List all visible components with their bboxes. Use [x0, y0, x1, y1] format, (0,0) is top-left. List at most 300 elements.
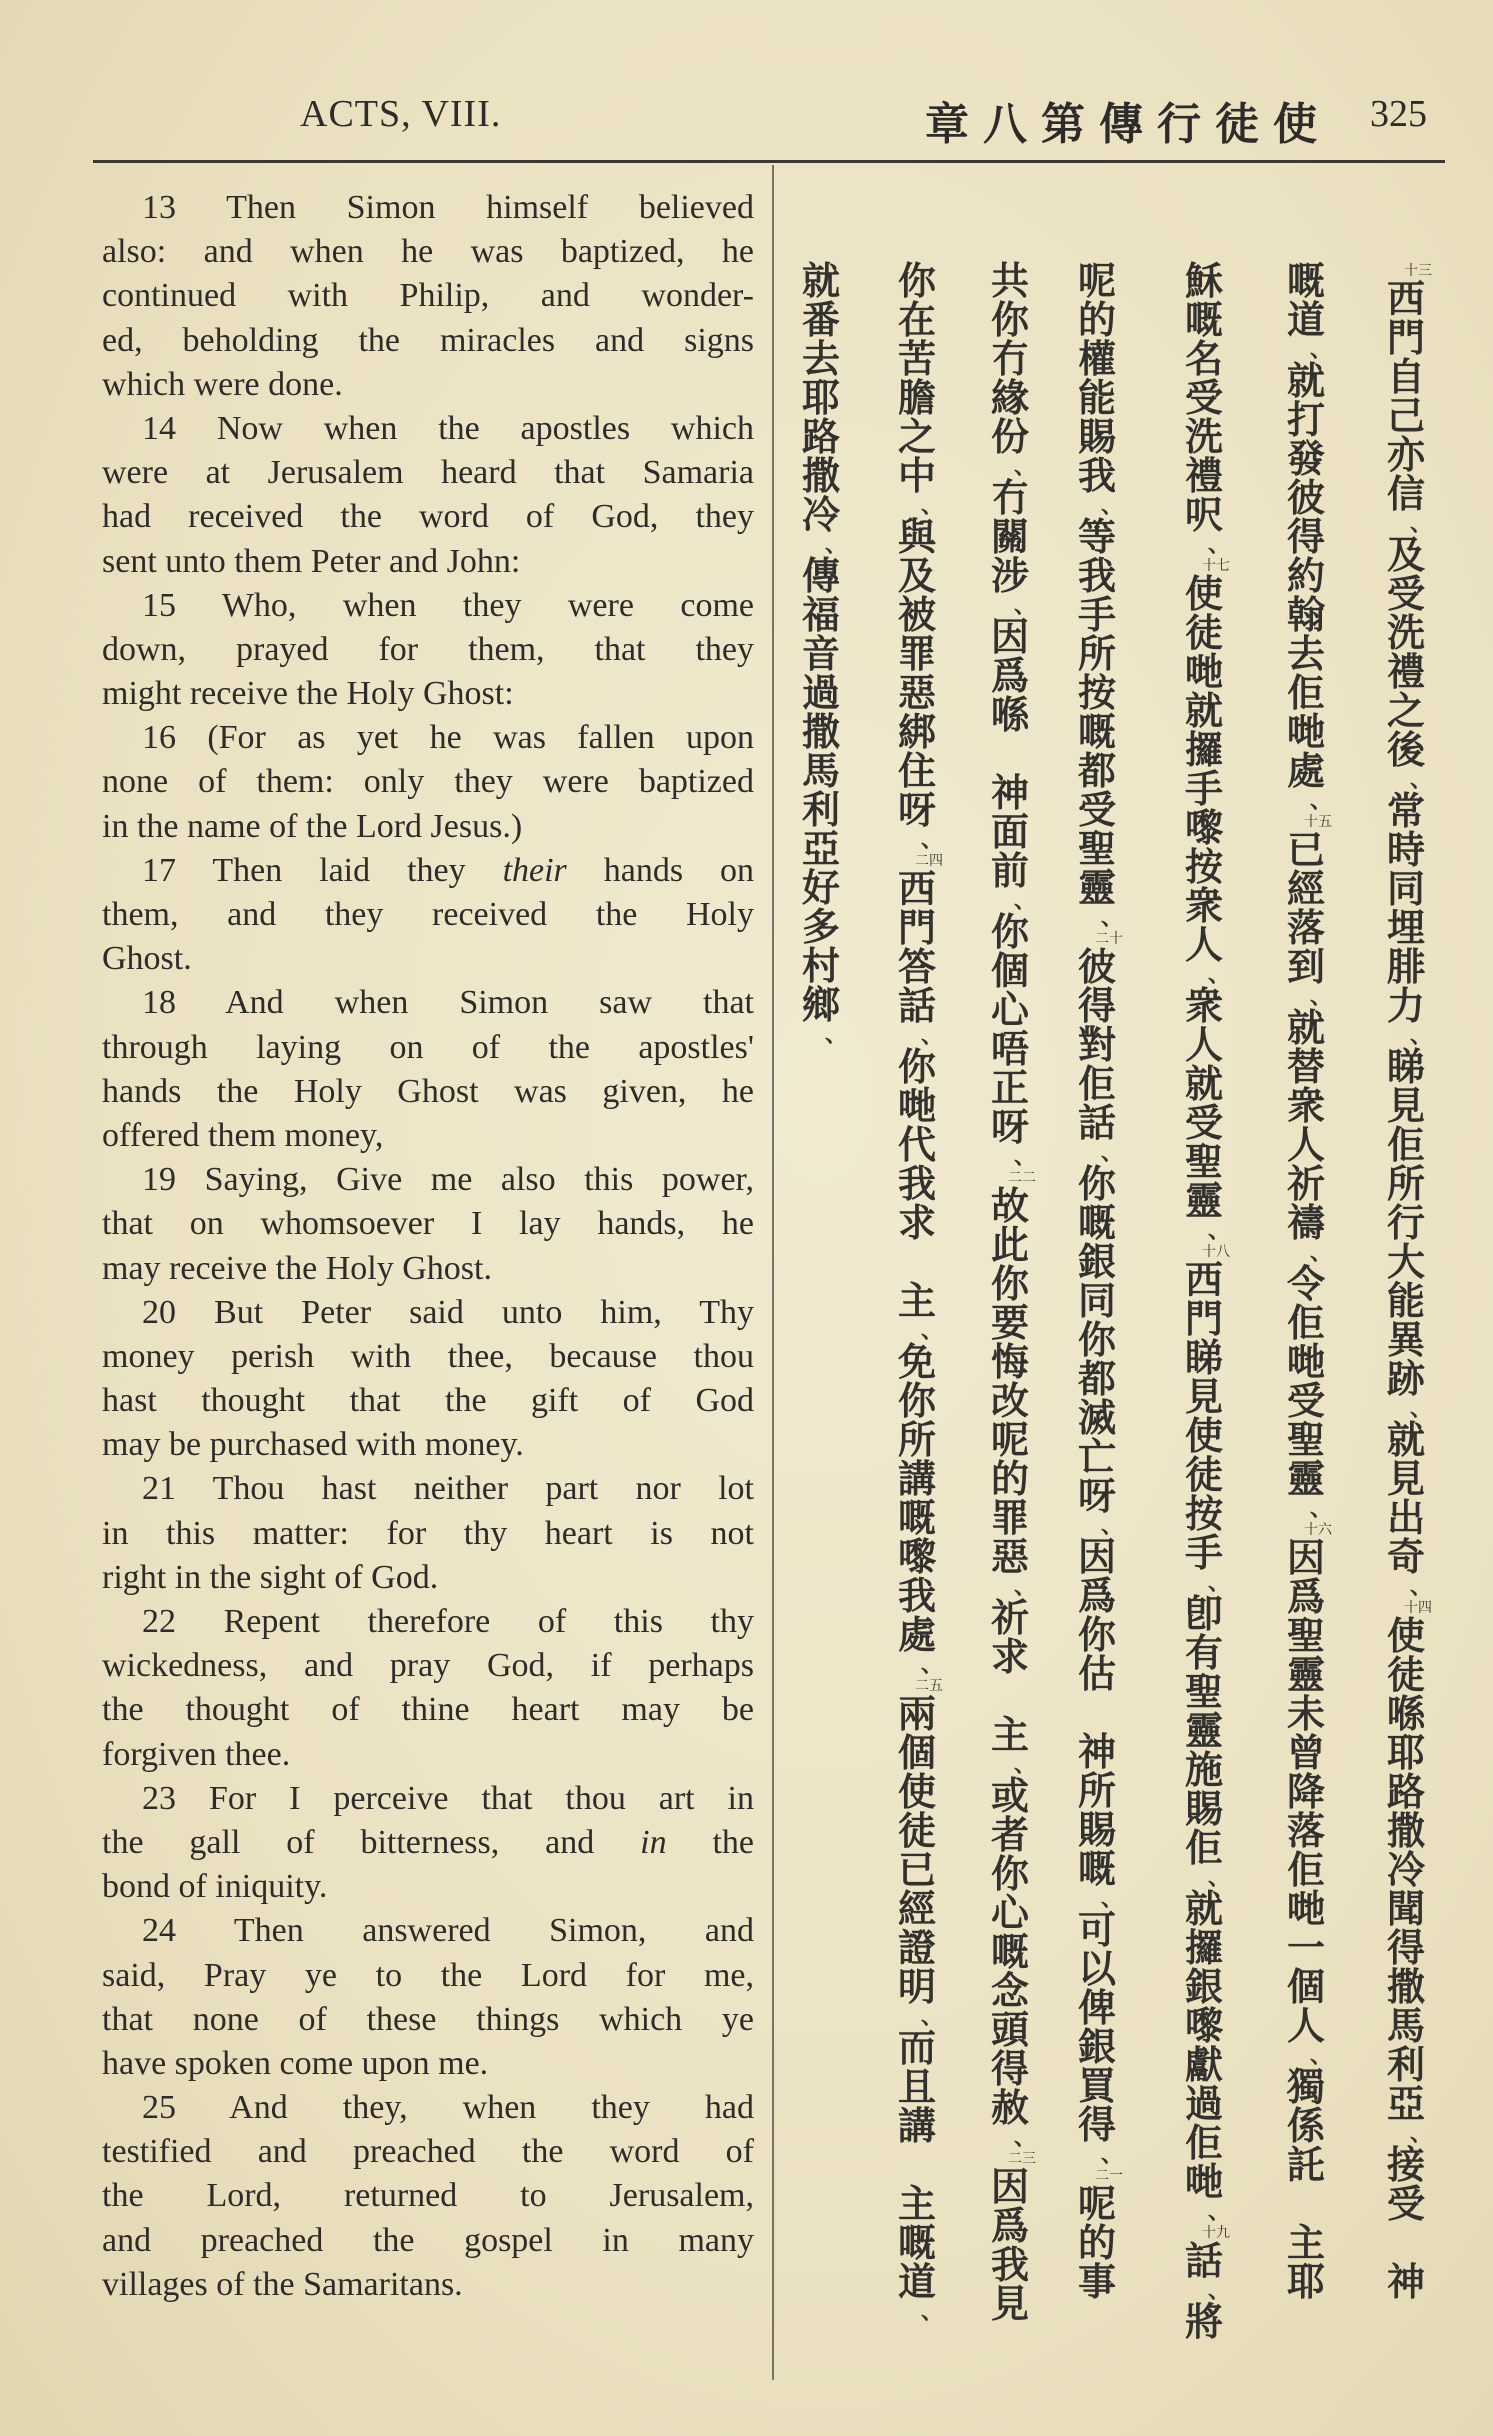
- character: 嚟: [1184, 2004, 1223, 2048]
- character: 腓: [1386, 945, 1425, 989]
- character: 落: [1286, 1809, 1325, 1853]
- character: 打: [1286, 398, 1325, 442]
- character: 主: [897, 2182, 936, 2226]
- verse-line: the gall of bitterness, and in the: [102, 1823, 754, 1861]
- character: 施: [1184, 1748, 1223, 1792]
- character: 緣: [990, 376, 1029, 420]
- character: 卽: [1184, 1592, 1223, 1636]
- character: 能: [1386, 1279, 1425, 1323]
- character: 涉: [990, 554, 1029, 598]
- verse-line: 13 Then Simon himself believed: [142, 189, 754, 226]
- character: 你: [897, 259, 936, 303]
- character: 呢: [1077, 2182, 1116, 2226]
- character: 就: [1184, 1062, 1223, 1106]
- character: 事: [1077, 2260, 1116, 2304]
- character: 個: [897, 1731, 936, 1775]
- verse-line: 14 Now when the apostles which: [142, 409, 754, 447]
- verse-line: them, and they received the Holy: [102, 896, 754, 933]
- character: 所: [1077, 1769, 1116, 1813]
- character: 見: [1184, 1375, 1223, 1419]
- character: 的: [1077, 2221, 1116, 2265]
- character: 所: [1386, 1162, 1425, 1206]
- character: 話: [1077, 1101, 1116, 1145]
- character: 呀: [1077, 1474, 1116, 1518]
- character: 人: [1184, 923, 1223, 967]
- character: 及: [897, 554, 936, 598]
- character: 爲: [1077, 1574, 1116, 1618]
- verse: [102, 716, 754, 849]
- character: 到: [1286, 945, 1325, 989]
- character: 處: [1286, 749, 1325, 793]
- verse-line: hast thought that the gift of God: [102, 1382, 754, 1420]
- verse-line: also: and when he was baptized, he: [102, 233, 754, 271]
- character: 奇: [1386, 1535, 1425, 1579]
- character: 喺: [990, 693, 1029, 737]
- punctuation: 、: [920, 1024, 943, 1049]
- chinese-column: [1178, 259, 1230, 2344]
- chinese-column: [1380, 262, 1432, 2302]
- character: 頭: [990, 2008, 1029, 2052]
- punctuation: 、: [1409, 1024, 1432, 1049]
- character: 惡: [990, 1535, 1029, 1579]
- character: 個: [990, 949, 1029, 993]
- character: 西: [1386, 277, 1425, 321]
- verse-number: 二二: [1008, 1170, 1036, 1186]
- punctuation: 、: [1013, 1145, 1036, 1170]
- character: 嚟: [1184, 806, 1223, 850]
- verse: [102, 981, 754, 1158]
- character: 冷: [801, 493, 840, 537]
- character: 佢: [1386, 1123, 1425, 1167]
- verse-line: were at Jerusalem heard that Samaria: [102, 454, 754, 492]
- punctuation: 、: [1013, 1575, 1036, 1600]
- character: 時: [1386, 828, 1425, 872]
- character: 賜: [1077, 415, 1116, 459]
- character: 銀: [1077, 2025, 1116, 2069]
- character: 主: [1286, 2221, 1325, 2265]
- character: 跡: [1386, 1357, 1425, 1401]
- character: 受: [1077, 788, 1116, 832]
- verse-line: continued with Philip, and wonder-: [102, 277, 754, 315]
- character: 經: [897, 1887, 936, 1931]
- character: 之: [1386, 689, 1425, 733]
- character: 祈: [990, 1596, 1029, 1640]
- character: 亡: [1077, 1435, 1116, 1479]
- character: 嘅: [990, 1930, 1029, 1974]
- character: 神: [990, 771, 1029, 815]
- running-head-english: ACTS, VIII.: [300, 93, 502, 135]
- verse-line: wickedness, and pray God, if perhaps: [102, 1647, 754, 1685]
- character: 唔: [990, 1027, 1029, 1071]
- verse-line: 20 But Peter said unto him, Thy: [142, 1293, 754, 1331]
- punctuation: 、: [1013, 594, 1036, 619]
- english-text-column: [102, 186, 754, 2307]
- verse-line: through laying on of the apostles': [102, 1028, 754, 1066]
- character: 經: [1286, 867, 1325, 911]
- verse-number: 二一: [1095, 2168, 1123, 2184]
- column-divider: [772, 165, 774, 2380]
- punctuation: 、: [920, 2005, 943, 2030]
- verse-line: may receive the Holy Ghost.: [102, 1249, 492, 1287]
- punctuation: 、: [1409, 1397, 1432, 1422]
- header-rule: [93, 160, 1445, 163]
- verse-line: 16 (For as yet he was fallen upon: [142, 719, 754, 757]
- punctuation: 、: [1309, 985, 1332, 1010]
- character: 念: [990, 1969, 1029, 2013]
- character: 能: [1077, 376, 1116, 420]
- character: 同: [1386, 867, 1425, 911]
- character: 發: [1286, 437, 1325, 481]
- character: 就: [801, 259, 840, 303]
- character: 所: [1077, 632, 1116, 676]
- character: 過: [1184, 2082, 1223, 2126]
- punctuation: 、: [1013, 889, 1036, 914]
- character: 住: [897, 749, 936, 793]
- character: 村: [801, 944, 840, 988]
- verse-line: the thought of thine heart may be: [102, 1691, 754, 1729]
- character: 的: [1077, 298, 1116, 342]
- punctuation: 、: [1207, 1571, 1230, 1596]
- character: 約: [1286, 554, 1325, 598]
- character: 靈: [1286, 1653, 1325, 1697]
- punctuation: 、: [824, 1023, 847, 1048]
- verse-number: 十六: [1304, 1522, 1332, 1538]
- punctuation: 、: [920, 1653, 943, 1678]
- verse-line: villages of the Samaritans.: [102, 2265, 463, 2303]
- character: 彼: [1077, 945, 1116, 989]
- character: 呀: [897, 788, 936, 832]
- character: 路: [1386, 1770, 1425, 1814]
- character: 惡: [897, 671, 936, 715]
- character: 禱: [1286, 1201, 1325, 1245]
- character: 力: [1386, 984, 1425, 1028]
- character: 你: [990, 1852, 1029, 1896]
- verse-number: 十四: [1404, 1600, 1432, 1616]
- character: 聖: [1077, 827, 1116, 871]
- character: 就: [1184, 689, 1223, 733]
- character: 我: [897, 1574, 936, 1618]
- character: 你: [897, 1045, 936, 1089]
- character: 聖: [1286, 1614, 1325, 1658]
- verse-line: bond of iniquity.: [102, 1868, 328, 1906]
- character: 哋: [897, 1084, 936, 1128]
- character: 滅: [1077, 1396, 1116, 1440]
- character: 人: [1286, 2004, 1325, 2048]
- character: 等: [1077, 515, 1116, 559]
- character: 估: [1077, 1652, 1116, 1696]
- character: 以: [1077, 1947, 1116, 1991]
- punctuation: 、: [1207, 963, 1230, 988]
- verse-number: 十九: [1202, 2225, 1230, 2241]
- character: 徒: [1386, 1653, 1425, 1697]
- character: 改: [990, 1379, 1029, 1423]
- character: 福: [801, 593, 840, 637]
- character: 代: [897, 1123, 936, 1167]
- verse-line: ed, beholding the miracles and signs: [102, 321, 754, 359]
- character: 主: [990, 1713, 1029, 1757]
- verse: [102, 407, 754, 584]
- verse-line: said, Pray ye to the Lord for me,: [102, 1956, 754, 1994]
- character: 喺: [1386, 1692, 1425, 1736]
- character: 使: [1184, 572, 1223, 616]
- character: 一: [1286, 1926, 1325, 1970]
- punctuation: 、: [920, 828, 943, 853]
- character: 聖: [1286, 1418, 1325, 1462]
- character: 得: [1077, 2103, 1116, 2147]
- character: 被: [897, 593, 936, 637]
- character: [1280, 2185, 1332, 2224]
- character: 因: [990, 615, 1029, 659]
- verse-line: 15 Who, when they were come: [142, 586, 754, 624]
- character: 撒: [1386, 1965, 1425, 2009]
- verse-line: sent unto them Peter and John:: [102, 542, 521, 580]
- character: 佢: [1184, 2121, 1223, 2165]
- character: 買: [1077, 2064, 1116, 2108]
- character: 處: [897, 1613, 936, 1657]
- page-number: 325: [1370, 93, 1427, 135]
- character: 正: [990, 1066, 1029, 1110]
- character: 睇: [1386, 1045, 1425, 1089]
- punctuation: 、: [1100, 1514, 1123, 1539]
- character: 馬: [1386, 2004, 1425, 2048]
- character: 見: [990, 2282, 1029, 2326]
- punctuation: 、: [1309, 338, 1332, 363]
- character: 出: [1386, 1496, 1425, 1540]
- character: 有: [1184, 1631, 1223, 1675]
- punctuation: 、: [920, 1319, 943, 1344]
- character: 替: [1286, 1045, 1325, 1089]
- character: 係: [1286, 2104, 1325, 2148]
- punctuation: 、: [1100, 2143, 1123, 2168]
- character: 耶: [801, 376, 840, 420]
- character: 銀: [1184, 1965, 1223, 2009]
- character: 俾: [1077, 1986, 1116, 2030]
- chinese-column: [1280, 259, 1332, 2304]
- punctuation: 、: [824, 533, 847, 558]
- character: 佢: [1286, 1848, 1325, 1892]
- character: 獨: [1286, 2065, 1325, 2109]
- punctuation: 、: [1100, 1141, 1123, 1166]
- verse-line: 22 Repent therefore of this thy: [142, 1603, 754, 1640]
- character: 鄉: [801, 983, 840, 1027]
- verse-line: that on whomsoever I lay hands, he: [102, 1205, 754, 1243]
- character: 獻: [1184, 2043, 1223, 2087]
- punctuation: 、: [1013, 1753, 1036, 1778]
- character: 我: [990, 2243, 1029, 2287]
- character: 呢: [1077, 259, 1116, 303]
- verse-number: 二十: [1095, 931, 1123, 947]
- character: 得: [990, 2047, 1029, 2091]
- character: 常: [1386, 789, 1425, 833]
- character: 撒: [801, 454, 840, 498]
- character: 爲: [990, 654, 1029, 698]
- character: 心: [990, 988, 1029, 1032]
- character: 罪: [990, 1496, 1029, 1540]
- character: [1380, 2224, 1432, 2263]
- character: 你: [1077, 1613, 1116, 1657]
- character: 或: [990, 1774, 1029, 1818]
- character: 路: [801, 415, 840, 459]
- character: 未: [1286, 1692, 1325, 1736]
- verse-line: 18 And when Simon saw that: [142, 984, 754, 1022]
- character: 你: [990, 1262, 1029, 1306]
- character: 明: [897, 1965, 936, 2009]
- verse: [102, 1600, 754, 1777]
- verse-line: 19 Saying, Give me also this power,: [142, 1161, 754, 1199]
- character: 道: [897, 2260, 936, 2304]
- character: 祈: [1286, 1162, 1325, 1206]
- chinese-column: [1071, 259, 1123, 2304]
- verse: [102, 186, 754, 407]
- character: 膽: [897, 376, 936, 420]
- character: 徒: [1184, 611, 1223, 655]
- punctuation: 、: [1100, 494, 1123, 519]
- character: 按: [1184, 845, 1223, 889]
- character: 我: [1077, 454, 1116, 498]
- character: 接: [1386, 2143, 1425, 2187]
- punctuation: 、: [1100, 1887, 1123, 1912]
- character: 個: [1286, 1965, 1325, 2009]
- character: 所: [897, 1418, 936, 1462]
- character: 攞: [1184, 1926, 1223, 1970]
- character: 按: [1077, 671, 1116, 715]
- character: 去: [1286, 632, 1325, 676]
- character: 門: [1386, 316, 1425, 360]
- character: 佢: [1077, 1062, 1116, 1106]
- character: 手: [1077, 593, 1116, 637]
- verse-line: right in the sight of God.: [102, 1558, 439, 1596]
- character: 就: [1286, 1006, 1325, 1050]
- character: 而: [897, 2026, 936, 2070]
- verse-number: 十五: [1304, 814, 1332, 830]
- character: 靈: [1286, 1457, 1325, 1501]
- character: 哋: [1184, 650, 1223, 694]
- character: 行: [1386, 1201, 1425, 1245]
- character: 哋: [1286, 710, 1325, 754]
- character: 對: [1077, 1023, 1116, 1067]
- character: 靈: [1077, 866, 1116, 910]
- verse: [102, 1909, 754, 2086]
- character: 門: [897, 906, 936, 950]
- character: 哋: [1184, 2160, 1223, 2204]
- character: 可: [1077, 1908, 1116, 1952]
- verse-number: 二五: [915, 1678, 943, 1694]
- character: 見: [1386, 1457, 1425, 1501]
- character: 攞: [1184, 728, 1223, 772]
- character: 者: [990, 1813, 1029, 1857]
- character: 落: [1286, 906, 1325, 950]
- chinese-column: [891, 259, 943, 2325]
- verse-line: 25 And they, when they had: [142, 2089, 754, 2127]
- character: 苦: [897, 337, 936, 381]
- character: 撒: [801, 710, 840, 754]
- character: 冇: [990, 476, 1029, 520]
- character: 呢: [990, 1418, 1029, 1462]
- character: 受: [1386, 2182, 1425, 2226]
- character: 就: [1184, 1887, 1223, 1931]
- character: 將: [1184, 2300, 1223, 2344]
- punctuation: 、: [1309, 1241, 1332, 1266]
- verse-line: down, prayed for them, that they: [102, 630, 754, 668]
- verse-line: 24 Then answered Simon, and: [142, 1912, 754, 1950]
- character: 哋: [1286, 1887, 1325, 1931]
- character: 冇: [990, 337, 1029, 381]
- character: 信: [1386, 472, 1425, 516]
- character: 證: [897, 1926, 936, 1970]
- verse-number: 二三: [1008, 2151, 1036, 2167]
- character: 徒: [1184, 1453, 1223, 1497]
- character: 爲: [1286, 1575, 1325, 1619]
- character: 中: [897, 454, 936, 498]
- character: 嚟: [897, 1535, 936, 1579]
- character: 嘅: [1286, 259, 1325, 303]
- character: 降: [1286, 1770, 1325, 1814]
- verse-line: offered them money,: [102, 1116, 384, 1154]
- character: 禮: [1184, 454, 1223, 498]
- punctuation: 、: [1013, 455, 1036, 480]
- verse-line: Ghost.: [102, 940, 192, 978]
- character: 亞: [801, 827, 840, 871]
- character: 權: [1077, 337, 1116, 381]
- character: 名: [1184, 337, 1223, 381]
- verse-number: 十七: [1202, 558, 1230, 574]
- character: 多: [801, 905, 840, 949]
- character: 因: [1286, 1536, 1325, 1580]
- punctuation: 、: [1207, 1866, 1230, 1891]
- punctuation: 、: [1207, 2200, 1230, 2225]
- character: 己: [1386, 394, 1425, 438]
- punctuation: 、: [920, 2300, 943, 2325]
- punctuation: 、: [1309, 1497, 1332, 1522]
- character: 得: [1077, 984, 1116, 1028]
- verse: [102, 1467, 754, 1600]
- character: 得: [1386, 1926, 1425, 1970]
- verse-line: testified and preached the word of: [102, 2133, 754, 2171]
- character: 心: [990, 1891, 1029, 1935]
- character: 賜: [1184, 1787, 1223, 1831]
- character: 都: [1077, 749, 1116, 793]
- chinese-column: [795, 259, 847, 1048]
- character: 銀: [1077, 1240, 1116, 1284]
- character: 話: [1184, 2239, 1223, 2283]
- character: 利: [801, 788, 840, 832]
- character: 好: [801, 866, 840, 910]
- character: 份: [990, 415, 1029, 459]
- character: 前: [990, 849, 1029, 893]
- character: 主: [897, 1279, 936, 1323]
- character: 講: [897, 1457, 936, 1501]
- verse: [102, 1777, 754, 1910]
- character: 赦: [990, 2086, 1029, 2130]
- character: 聖: [1184, 1140, 1223, 1184]
- verse-number: 十三: [1404, 263, 1432, 279]
- character: 之: [897, 415, 936, 459]
- verse-line: may be purchased with money.: [102, 1426, 524, 1464]
- character: 埋: [1386, 906, 1425, 950]
- character: 亞: [1386, 2082, 1425, 2126]
- punctuation: 、: [920, 494, 943, 519]
- character: 睇: [1184, 1336, 1223, 1380]
- character: 同: [1077, 1279, 1116, 1323]
- character: 佢: [1286, 1301, 1325, 1345]
- character: 嘅: [897, 2221, 936, 2265]
- character: 人: [1184, 1023, 1223, 1067]
- character: 賜: [1077, 1808, 1116, 1852]
- verse-line: and preached the gospel in many: [102, 2221, 754, 2259]
- character: 使: [1386, 1614, 1425, 1658]
- character: 去: [801, 337, 840, 381]
- character: 求: [897, 1201, 936, 1245]
